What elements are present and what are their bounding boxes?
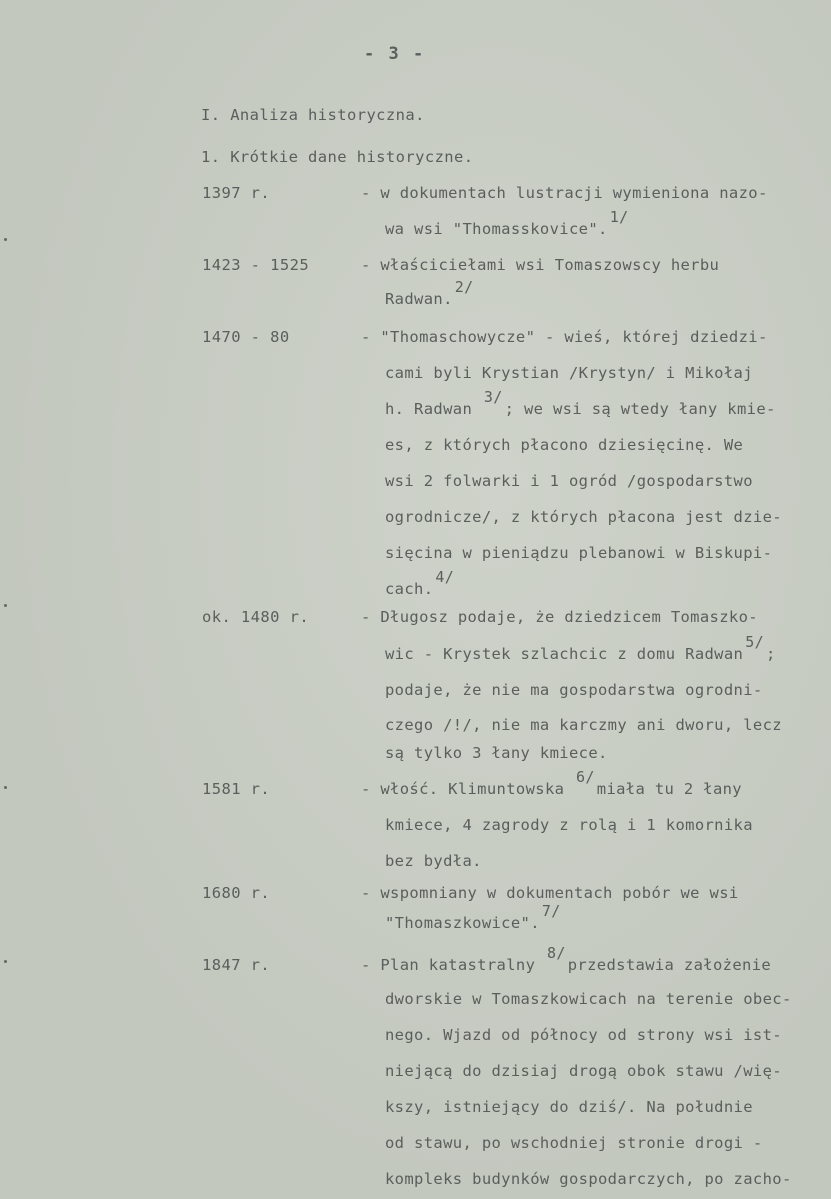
entry-text: ; we wsi są wtedy łany kmie- — [504, 400, 776, 418]
entry-text-line: bez bydła. — [385, 852, 482, 870]
entry-text-line: - Długosz podaje, że dziedzicem Tomaszko- — [361, 608, 758, 626]
entry-text: miała tu 2 łany — [596, 780, 742, 798]
footnote-ref: 8/ — [546, 944, 566, 962]
entry-text-line — [361, 944, 772, 974]
entry-text-line: kszy, istniejący do dziś/. Na południe — [385, 1098, 753, 1116]
entry-text-line: dworskie w Tomaszkowicach na terenie obec- — [385, 990, 792, 1008]
footnote-ref: 3/ — [483, 388, 503, 406]
entry-text: Radwan. — [385, 290, 453, 308]
entry-text-line: - w dokumentach lustracji wymieniona nazo- — [361, 184, 768, 202]
entry-text-line: wsi 2 folwarki i 1 ogród /gospodarstwo — [385, 472, 753, 490]
entry-text-line — [385, 633, 776, 663]
entry-text: h. Radwan — [385, 400, 482, 418]
entry-text-line: es, z których płacono dziesięcinę. We — [385, 436, 744, 454]
entry-text: ; — [766, 645, 776, 663]
entry-text: wic - Krystek szlachcic z domu Radwan — [385, 645, 744, 663]
entry-text-line — [385, 902, 563, 932]
entry-text-line: czego /!/, nie ma karczmy ani dworu, lecz — [385, 716, 782, 734]
entry-text-line — [385, 208, 630, 238]
entry-text-line: kompleks budynków gospodarczych, po zacho- — [385, 1170, 792, 1188]
entry-text-line: są tylko 3 łany kmiece. — [385, 744, 608, 762]
entry-date: 1423 - 1525 — [202, 256, 310, 274]
footnote-ref: 6/ — [576, 768, 595, 786]
entry-text-line: - właściciełami wsi Tomaszowscy herbu — [361, 256, 720, 274]
margin-mark — [4, 960, 7, 963]
entry-date: ok. 1480 r. — [202, 608, 310, 626]
entry-text-line: kmiece, 4 zagrody z rolą i 1 komornika — [385, 816, 753, 834]
entry-text: wa wsi "Thomasskovice". — [385, 220, 608, 238]
entry-text-line: cami byli Krystian /Krystyn/ i Mikołaj — [385, 364, 753, 382]
entry-text-line: ogrodnicze/, z których płacona jest dzie- — [385, 508, 782, 526]
entry-date: 1581 r. — [202, 780, 271, 798]
entry-date: 1847 r. — [202, 956, 271, 974]
margin-mark — [4, 604, 7, 607]
footnote-ref: 5/ — [745, 633, 764, 651]
entry-text-line — [385, 388, 776, 418]
entry-text: cach. — [385, 580, 434, 598]
entry-text: przedstawia założenie — [567, 956, 772, 974]
entry-text-line — [361, 768, 742, 798]
page-number: - 3 - — [364, 44, 426, 64]
entry-text: - włość. Klimuntowska — [361, 780, 574, 798]
entry-text-line: sięcina w pieniądzu plebanowi w Biskupi- — [385, 544, 773, 562]
margin-mark — [4, 238, 7, 241]
entry-text-line: niejącą do dzisiaj drogą obok stawu /wię- — [385, 1062, 782, 1080]
entry-date: 1397 r. — [202, 184, 271, 202]
footnote-ref: 7/ — [541, 902, 561, 920]
entry-text-line: - wspomniany w dokumentach pobór we wsi — [361, 884, 739, 902]
footnote-ref: 4/ — [435, 568, 455, 586]
entry-text-line — [385, 278, 476, 308]
entry-date: 1470 - 80 — [202, 328, 290, 346]
entry-date: 1680 r. — [202, 884, 271, 902]
entry-text-line: - "Thomaschowycze" - wieś, której dziedzi- — [361, 328, 768, 346]
entry-text: - Plan katastralny — [361, 956, 545, 974]
section-title: I. Analiza historyczna. — [201, 106, 425, 124]
footnote-ref: 2/ — [454, 278, 474, 296]
entry-text-line: nego. Wjazd od północy od strony wsi ist- — [385, 1026, 782, 1044]
subsection-title: 1. Krótkie dane historyczne. — [201, 148, 474, 166]
entry-text: "Thomaszkowice". — [385, 914, 540, 932]
margin-mark — [4, 786, 7, 789]
footnote-ref: 1/ — [609, 208, 629, 226]
entry-text-line — [385, 568, 456, 598]
entry-text-line: podaje, że nie ma gospodarstwa ogrodni- — [385, 681, 763, 699]
entry-text-line: od stawu, po wschodniej stronie drogi - — [385, 1134, 763, 1152]
